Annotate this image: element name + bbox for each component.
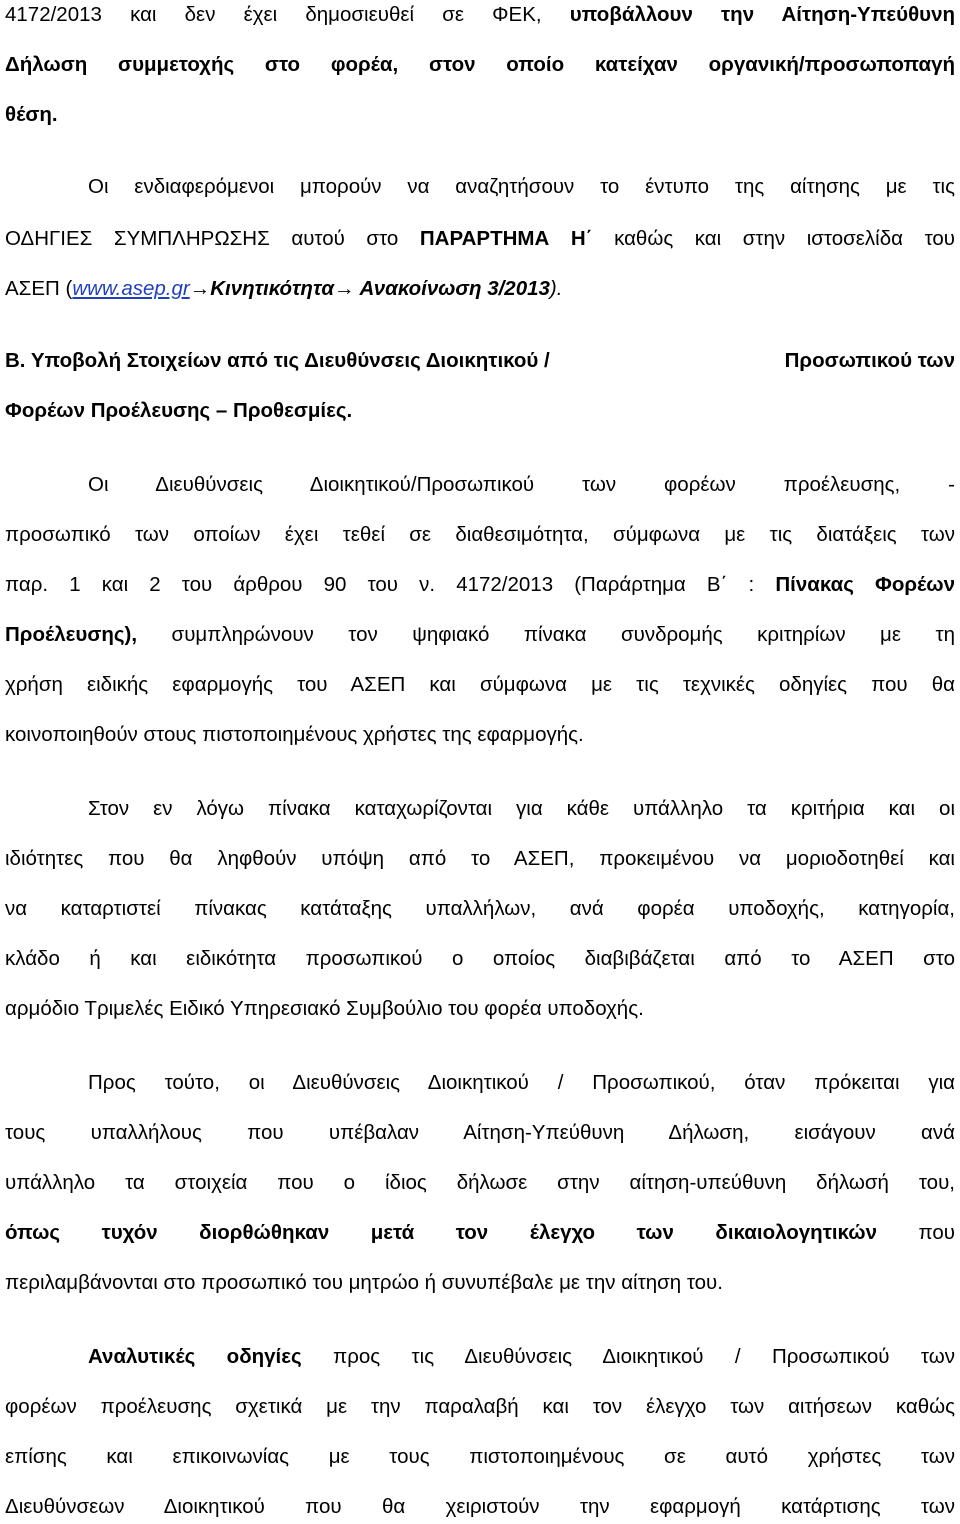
arrow-right-icon: → [189,277,211,300]
arrow-right-icon: → [334,277,355,300]
text-run: καθώς και στην ιστοσελίδα του [592,227,955,250]
para-table-line-1: Στον εν λόγω πίνακα καταχωρίζονται για κάθε υπάλληλο τα κριτήρια και οι [88,797,955,820]
heading-text: Β. Υποβολή Στοιχείων από τις Διευθύνσεις Διοικητικού / [5,349,550,372]
para-tothis-line-4 [5,1220,955,1246]
annex-h-bold: ΠΑΡΑΡΤΗΜΑ Η΄ [419,227,593,250]
bold-text: Προέλευσης), [5,623,138,646]
para-continued-line-2: Δήλωση συμμετοχής στο φορέα, στον οποίο κατείχαν οργανική/προσωποπαγή [5,53,955,76]
bold-text: Αναλυτικές οδηγίες [88,1345,302,1368]
para-detailed-line-1 [88,1344,955,1370]
para-detailed-line-3: επίσης και επικοινωνίας με τους πιστοποιημένους σε αυτό χρήστες των [5,1445,955,1468]
para-tothis-line-2: τους υπαλλήλους που υπέβαλαν Αίτηση-Υπεύθυνη Δήλωση, εισάγουν ανά [5,1121,955,1144]
asep-website-link[interactable]: www.asep.gr [72,277,190,300]
para-directorates-line-2: προσωπικό των οποίων έχει τεθεί σε διαθεσιμότητα, σύμφωνα με τις διατάξεις των [5,523,955,546]
text-run: συμπληρώνουν τον ψηφιακό πίνακα συνδρομής κριτηρίων με τη [137,623,955,646]
para-directorates-line-3 [5,572,955,598]
text-run: ΑΣΕΠ ( [5,277,73,300]
bold-text: Πίνακας Φορέων [775,573,956,596]
bold-text: όπως τυχόν διορθώθηκαν μετά τον έλεγχο των δικαιολογητικών [5,1221,878,1244]
para-directorates-line-6: κοινοποιηθούν στους πιστοποιημένους χρήστες της εφαρμογής. [5,723,584,746]
para-detailed-line-2: φορέων προέλευσης σχετικά με την παραλαβή και τον έλεγχο των αιτήσεων καθώς [5,1395,955,1418]
text-run: 4172/2013 και δεν έχει δημοσιευθεί σε ΦΕΚ, [5,3,570,26]
para-tothis-line-1: Προς τούτο, οι Διευθύνσεις Διοικητικού / Προσωπικού, όταν πρόκειται για [88,1071,955,1094]
para-forms-line-1: Οι ενδιαφερόμενοι μπορούν να αναζητήσουν το έντυπο της αίτησης με τις [88,175,955,198]
para-tothis-line-5: περιλαμβάνονται στο προσωπικό του μητρώο ή συνυπέβαλε με την αίτηση του. [5,1271,723,1294]
text-run: που [877,1221,955,1244]
text-run: ). [549,277,563,300]
para-directorates-line-5: χρήση ειδικής εφαρμογής του ΑΣΕΠ και σύμφωνα με τις τεχνικές οδηγίες που θα [5,673,955,696]
para-table-line-5: αρμόδιο Τριμελές Ειδικό Υπηρεσιακό Συμβούλιο του φορέα υποδοχής. [5,997,644,1020]
section-heading-b-line-2: Φορέων Προέλευσης – Προθεσμίες. [5,399,353,422]
para-forms-line-2 [5,226,955,252]
para-continued-line-3: θέση. [5,103,58,126]
text-run: ΟΔΗΓΙΕΣ ΣΥΜΠΛΗΡΩΣΗΣ αυτού στο [5,227,420,250]
heading-text: Προσωπικού των [784,349,955,372]
section-heading-b-line-1 [5,348,955,374]
para-table-line-3: να καταρτιστεί πίνακας κατάταξης υπαλλήλων, ανά φορέα υποδοχής, κατηγορία, [5,897,955,920]
para-table-line-4: κλάδο ή και ειδικότητα προσωπικού ο οποίος διαβιβάζεται από το ΑΣΕΠ στο [5,947,955,970]
para-forms-line-3 [5,276,955,302]
para-directorates-line-4 [5,622,955,648]
text-run: παρ. 1 και 2 του άρθρου 90 του ν. 4172/2013 (Παράρτημα Β΄ : [5,573,776,596]
para-directorates-line-1: Οι Διευθύνσεις Διοικητικού/Προσωπικού των φορέων προέλευσης, - [88,473,955,496]
text-run: προς τις Διευθύνσεις Διοικητικού / Προσωπικού των [301,1345,955,1368]
para-tothis-line-3: υπάλληλο τα στοιχεία που ο ίδιος δήλωσε στην αίτηση-υπεύθυνη δήλωσή του, [5,1171,955,1194]
breadcrumb-mobility: Κινητικότητα [210,277,335,300]
para-detailed-line-4: Διευθύνσεων Διοικητικού που θα χειριστούν την εφαρμογή κατάρτισης των [5,1495,955,1518]
para-table-line-2: ιδιότητες που θα ληφθούν υπόψη από το ΑΣΕΠ, προκειμένου να μοριοδοτηθεί και [5,847,955,870]
bold-text: υποβάλλουν την Αίτηση-Υπεύθυνη [569,3,956,26]
breadcrumb-announcement: Ανακοίνωση 3/2013 [354,277,550,300]
para-continued-line-1 [5,2,955,28]
